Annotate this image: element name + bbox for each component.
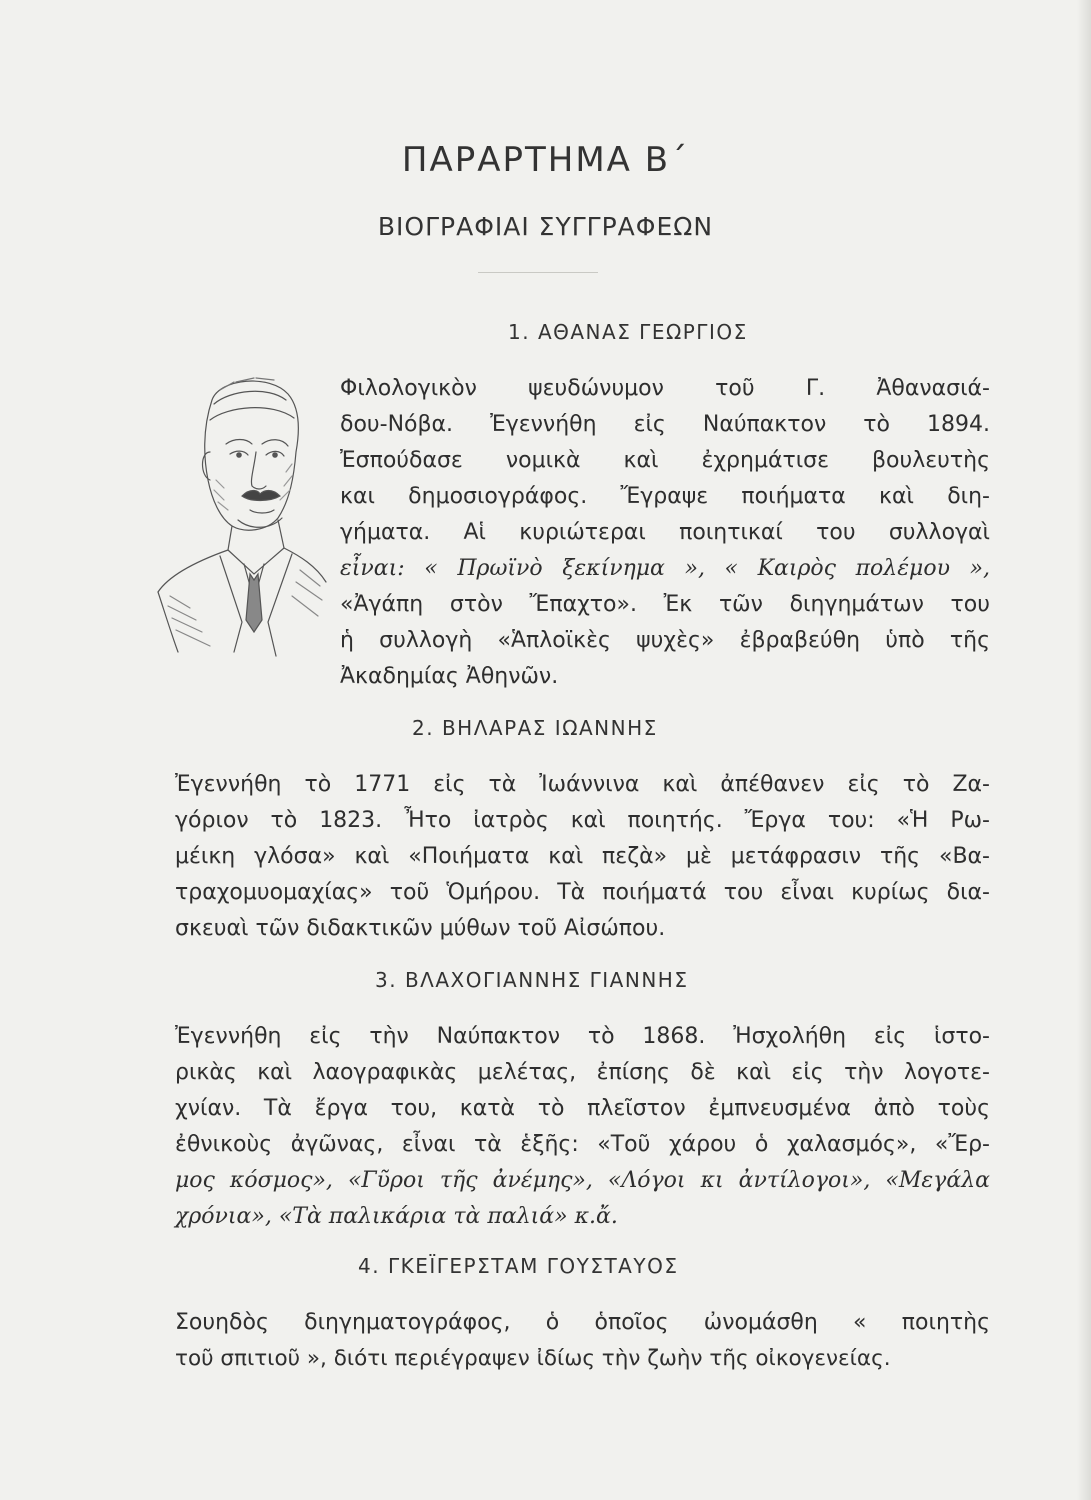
text-line: ρικὰς καὶ λαογραφικὰς μελέτας, ἐπίσης δὲ καὶ εἰς τὴν λογοτε- [175, 1060, 990, 1085]
section-heading: 2. ΒΗΛΑΡΑΣ ΙΩΑΝΝΗΣ [412, 716, 658, 740]
text-line: μος κόσμος», «Γῦροι τῆς ἀνέμης», «Λόγοι κι ἀντίλογοι», «Μεγάλα [175, 1168, 990, 1193]
text-line: τοῦ σπιτιοῦ », διότι περιέγραψεν ἰδίως τὴν ζωὴν τῆς οἰκογενείας. [175, 1346, 891, 1371]
text-line: ἡ συλλογὴ «Ἁπλοϊκὲς ψυχὲς» ἐβραβεύθη ὑπὸ τῆς [340, 628, 990, 653]
divider [478, 272, 598, 273]
page-subtitle: ΒΙΟΓΡΑΦΙΑΙ ΣΥΓΓΡΑΦΕΩΝ [377, 212, 714, 241]
text-line: τραχομυομαχίας» τοῦ Ὁμήρου. Τὰ ποιήματά του εἶναι κυρίως δια- [175, 880, 990, 905]
text-line: Σουηδὸς διηγηματογράφος, ὁ ὁποῖος ὠνομάσθη « ποιητὴς [175, 1310, 990, 1335]
text-line: μέικη γλόσα» καὶ «Ποιήματα καὶ πεζὰ» μὲ μετάφρασιν τῆς «Βα- [175, 844, 990, 869]
text-line: σκευαὶ τῶν διδακτικῶν μύθων τοῦ Αἰσώπου. [175, 916, 666, 941]
scan-edge [1077, 0, 1091, 1500]
section-heading: 1. ΑΘΑΝΑΣ ΓΕΩΡΓΙΟΣ [508, 320, 748, 344]
text-line: Φιλολογικὸν ψευδώνυμον τοῦ Γ. Ἀθανασιά- [340, 376, 990, 401]
text-line: δου-Νόβα. Ἐγεννήθη εἰς Ναύπακτον τὸ 1894. [340, 412, 990, 437]
text-line: γόριον τὸ 1823. Ἦτο ἰατρὸς καὶ ποιητής. Ἔργα του: «Ἡ Ρω- [175, 808, 990, 833]
page-title: ΠΑΡΑΡΤΗΜΑ Β΄ [401, 140, 690, 180]
section-heading: 4. ΓΚΕΪΓΕΡΣΤΑΜ ΓΟΥΣΤΑΥΟΣ [358, 1254, 679, 1278]
text-line: Ἀκαδημίας Ἀθηνῶν. [340, 664, 559, 689]
text-line: χρόνια», «Τὰ παλικάρια τὰ παλιά» κ.ἄ. [175, 1204, 618, 1229]
text-line: Ἐσπούδασε νομικὰ καὶ ἐχρημάτισε βουλευτὴς [340, 448, 990, 473]
text-line: εἶναι: « Πρωϊνὸ ξεκίνημα », « Καιρὸς πολέμου », [340, 556, 990, 581]
text-line: χνίαν. Τὰ ἔργα του, κατὰ τὸ πλεῖστον ἐμπνευσμένα ἀπὸ τοὺς [175, 1096, 990, 1121]
text-line: Ἐγεννήθη τὸ 1771 εἰς τὰ Ἰωάννινα καὶ ἀπέθανεν εἰς τὸ Ζα- [175, 772, 990, 797]
text-line: και δημοσιογράφος. Ἔγραψε ποιήματα καὶ διη- [340, 484, 990, 509]
text-line: ἐθνικοὺς ἀγῶνας, εἶναι τὰ ἑξῆς: «Τοῦ χάρου ὁ χαλασμός», «Ἔρ- [175, 1132, 990, 1157]
author-portrait [150, 360, 330, 660]
text-line: γήματα. Αἱ κυριώτεραι ποιητικαί του συλλογαὶ [340, 520, 990, 545]
text-line: «Ἀγάπη στὸν Ἔπαχτο». Ἐκ τῶν διηγημάτων του [340, 592, 990, 617]
section-heading: 3. ΒΛΑΧΟΓΙΑΝΝΗΣ ΓΙΑΝΝΗΣ [375, 968, 689, 992]
text-line: Ἐγεννήθη εἰς τὴν Ναύπακτον τὸ 1868. Ἠσχολήθη εἰς ἱστο- [175, 1024, 990, 1049]
